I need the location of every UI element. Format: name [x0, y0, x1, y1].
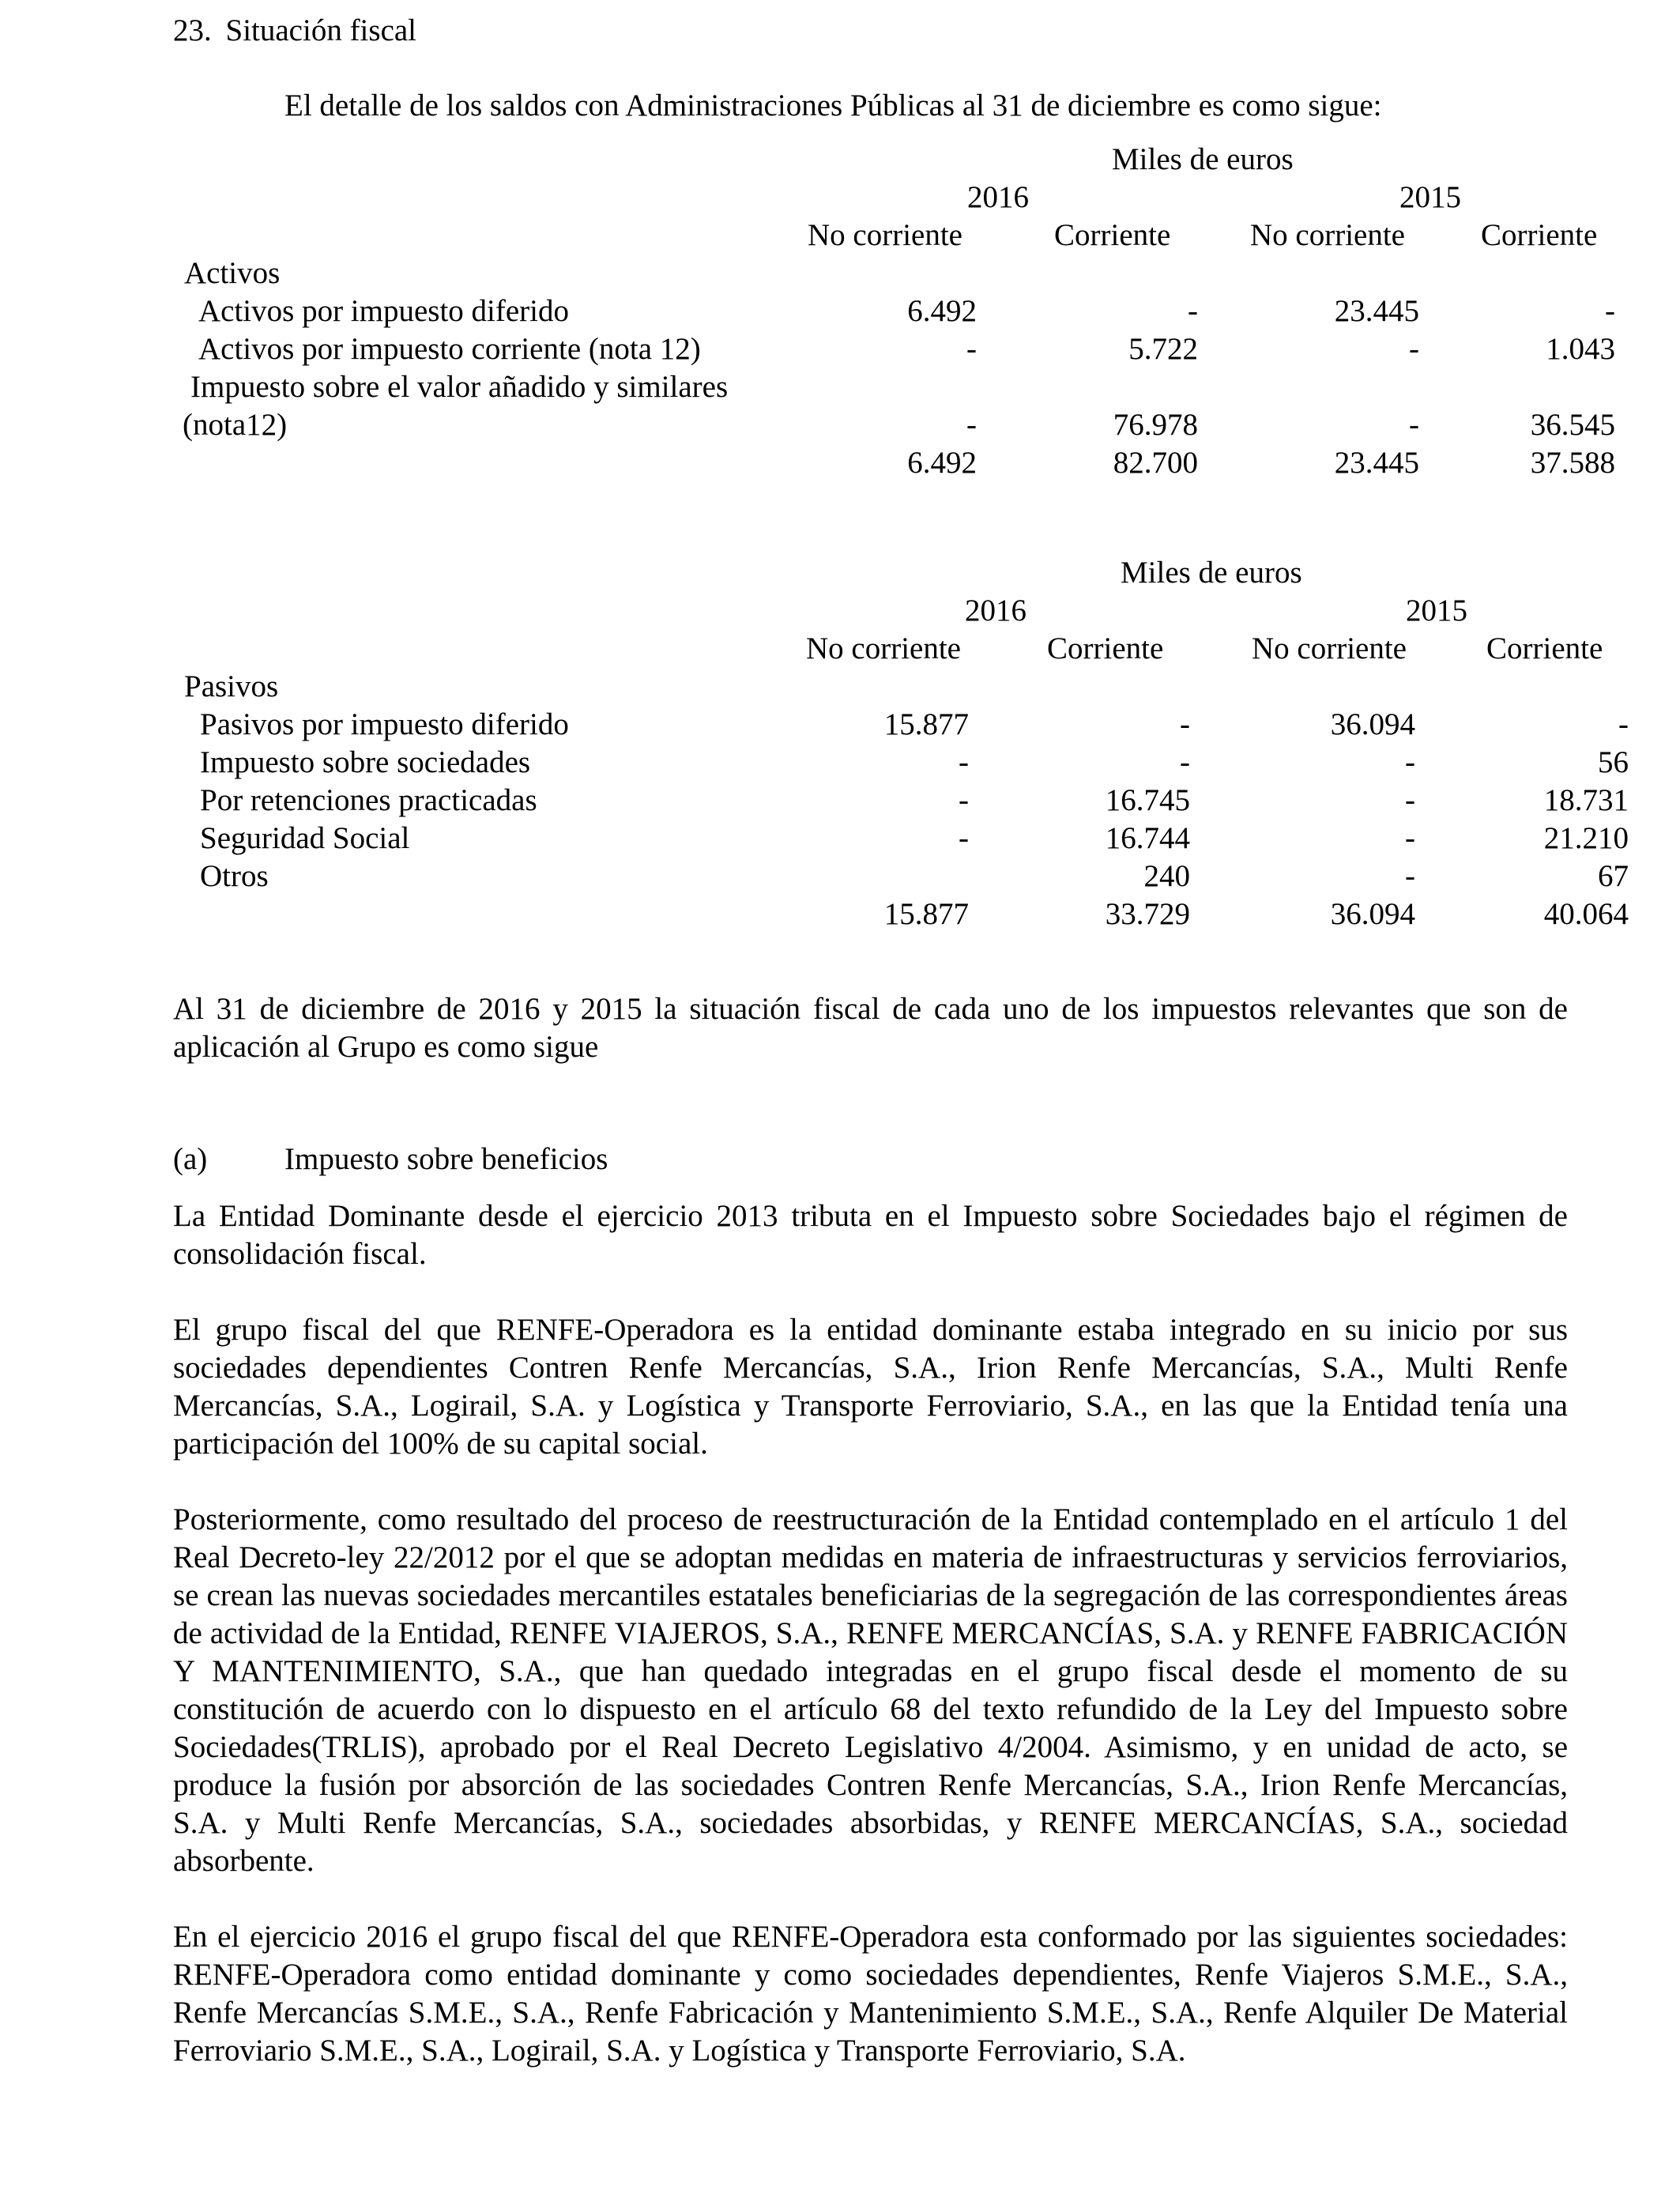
table-cell: 56 — [1598, 745, 1629, 779]
body-paragraph: La Entidad Dominante desde el ejercicio 2013 tributa en el Impuesto sobre Sociedades bajo el régimen de consolidación fiscal. — [173, 1199, 1568, 1271]
body-paragraph: Posteriormente, como resultado del proceso de reestructuración de la Entidad contemplado en el artículo 1 del Real Decreto-ley 22/2012 por el que se adoptan medidas en materia de infraestructuras y servicios ferroviarios, se crean las nuevas sociedades mercantiles estatales beneficiarias de la segregación de las correspondientes áreas de actividad de la Entidad, RENFE VIAJEROS, S.A., RENFE MERCANCÍAS, S.A. y RENFE FABRICACIÓN Y MANTENIMIENTO, S.A., que han quedado integradas en el grupo fiscal desde el momento de su constitución de acuerdo con lo dispuesto en el artículo 68 del texto refundido de la Ley del Impuesto sobre Sociedades(TRLIS), aprobado por el Real Decreto Legislativo 4/2004. Asimismo, y en unidad de acto, se produce la fusión por absorción de las sociedades Contren Renfe Mercancías, S.A., Irion Renfe Mercancías, S.A. y Multi Renfe Mercancías, S.A., sociedades absorbidas, y RENFE MERCANCÍAS, S.A., sociedad absorbente. — [173, 1502, 1568, 1878]
table-cell: - — [1188, 294, 1198, 328]
table-cell: 15.877 — [883, 707, 969, 741]
liabilities-col-header: Corriente — [1047, 631, 1164, 665]
assets-group-label: Activos — [184, 256, 281, 290]
table-row-label: Pasivos por impuesto diferido — [200, 707, 569, 741]
table-row-label: Activos por impuesto diferido — [198, 294, 570, 328]
table-row-label: Seguridad Social — [200, 821, 410, 855]
table-cell: - — [959, 783, 969, 817]
table-cell: - — [1605, 294, 1615, 328]
table-cell: - — [1405, 859, 1415, 893]
liabilities-year-2015: 2015 — [1406, 594, 1467, 628]
table-total: 33.729 — [1105, 897, 1190, 931]
table-cell: - — [1405, 745, 1415, 779]
situation-paragraph: Al 31 de diciembre de 2016 y 2015 la situación fiscal de cada uno de los impuestos relevantes que son de aplicación al Grupo es como sigue — [173, 992, 1568, 1064]
table-total: 6.492 — [907, 446, 977, 480]
table-row-label: Impuesto sobre sociedades — [200, 745, 531, 779]
liabilities-group-label: Pasivos — [184, 669, 279, 703]
table-cell: 21.210 — [1543, 821, 1629, 855]
table-total: 23.445 — [1334, 446, 1419, 480]
subsection-title: Impuesto sobre beneficios — [284, 1142, 608, 1176]
liabilities-col-header: No corriente — [806, 631, 961, 665]
table-cell: 67 — [1598, 859, 1629, 893]
table-cell: - — [959, 821, 969, 855]
assets-unit-header: Miles de euros — [1112, 142, 1294, 176]
section-number: 23. — [173, 13, 212, 47]
table-row-label: Por retenciones practicadas — [200, 783, 537, 817]
table-total: 15.877 — [883, 897, 969, 931]
table-cell: - — [966, 332, 977, 366]
liabilities-unit-header: Miles de euros — [1121, 556, 1302, 590]
table-total: 40.064 — [1543, 897, 1629, 931]
table-cell: 1.043 — [1546, 332, 1615, 366]
table-cell: - — [966, 408, 977, 442]
table-cell: 36.094 — [1330, 707, 1415, 741]
assets-year-2015: 2015 — [1399, 180, 1461, 214]
table-cell: - — [959, 745, 969, 779]
assets-col-header: Corriente — [1054, 218, 1171, 252]
table-cell: - — [1405, 783, 1415, 817]
section-title: Situación fiscal — [225, 13, 417, 47]
table-cell: - — [1405, 821, 1415, 855]
table-row-label-cont: (nota12) — [183, 408, 288, 442]
table-row-label: Activos por impuesto corriente (nota 12) — [198, 332, 701, 366]
liabilities-col-header: Corriente — [1486, 631, 1603, 665]
table-cell: 76.978 — [1113, 408, 1198, 442]
table-cell: 16.744 — [1105, 821, 1190, 855]
table-cell: 6.492 — [907, 294, 977, 328]
table-total: 37.588 — [1530, 446, 1615, 480]
assets-col-header: No corriente — [808, 218, 962, 252]
assets-col-header: No corriente — [1250, 218, 1405, 252]
table-cell: 5.722 — [1128, 332, 1198, 366]
table-cell: - — [1409, 332, 1419, 366]
body-paragraph: En el ejercicio 2016 el grupo fiscal del que RENFE-Operadora esta conformado por las siguientes sociedades: RENFE-Operadora como entidad dominante y como sociedades dependientes, Renfe Viajeros S.M.E., S.A., Renfe Mercancías S.M.E., S.A., Renfe Fabricación y Mantenimiento S.M.E., S.A., Renfe Alquiler De Material Ferroviario S.M.E., S.A., Logirail, S.A. y Logística y Transporte Ferroviario, S.A. — [173, 1920, 1568, 2068]
table-cell: 18.731 — [1543, 783, 1629, 817]
intro-text: El detalle de los saldos con Administraciones Públicas al 31 de diciembre es como sigue: — [284, 89, 1382, 123]
assets-col-header: Corriente — [1481, 218, 1598, 252]
table-cell: - — [1409, 408, 1419, 442]
table-cell: - — [1180, 745, 1190, 779]
subsection-marker: (a) — [173, 1142, 208, 1176]
section-heading — [173, 12, 416, 50]
table-cell: 240 — [1143, 859, 1190, 893]
table-cell: 23.445 — [1334, 294, 1419, 328]
liabilities-col-header: No corriente — [1252, 631, 1407, 665]
assets-year-2016: 2016 — [967, 180, 1029, 214]
table-row-label: Impuesto sobre el valor añadido y similares — [190, 370, 729, 404]
table-cell: - — [1180, 707, 1190, 741]
table-cell: - — [1618, 707, 1629, 741]
body-paragraph: El grupo fiscal del que RENFE-Operadora es la entidad dominante estaba integrado en su inicio por sus sociedades dependientes Contren Renfe Mercancías, S.A., Irion Renfe Mercancías, S.A., Multi Renfe Mercancías, S.A., Logirail, S.A. y Logística y Transporte Ferroviario, S.A., en las que la Entidad tenía una participación del 100% de su capital social. — [173, 1313, 1568, 1461]
table-cell: 16.745 — [1105, 783, 1190, 817]
table-total: 36.094 — [1330, 897, 1415, 931]
table-row-label: Otros — [200, 859, 269, 893]
table-total: 82.700 — [1113, 446, 1198, 480]
liabilities-year-2016: 2016 — [965, 594, 1026, 628]
table-cell: 36.545 — [1530, 408, 1615, 442]
